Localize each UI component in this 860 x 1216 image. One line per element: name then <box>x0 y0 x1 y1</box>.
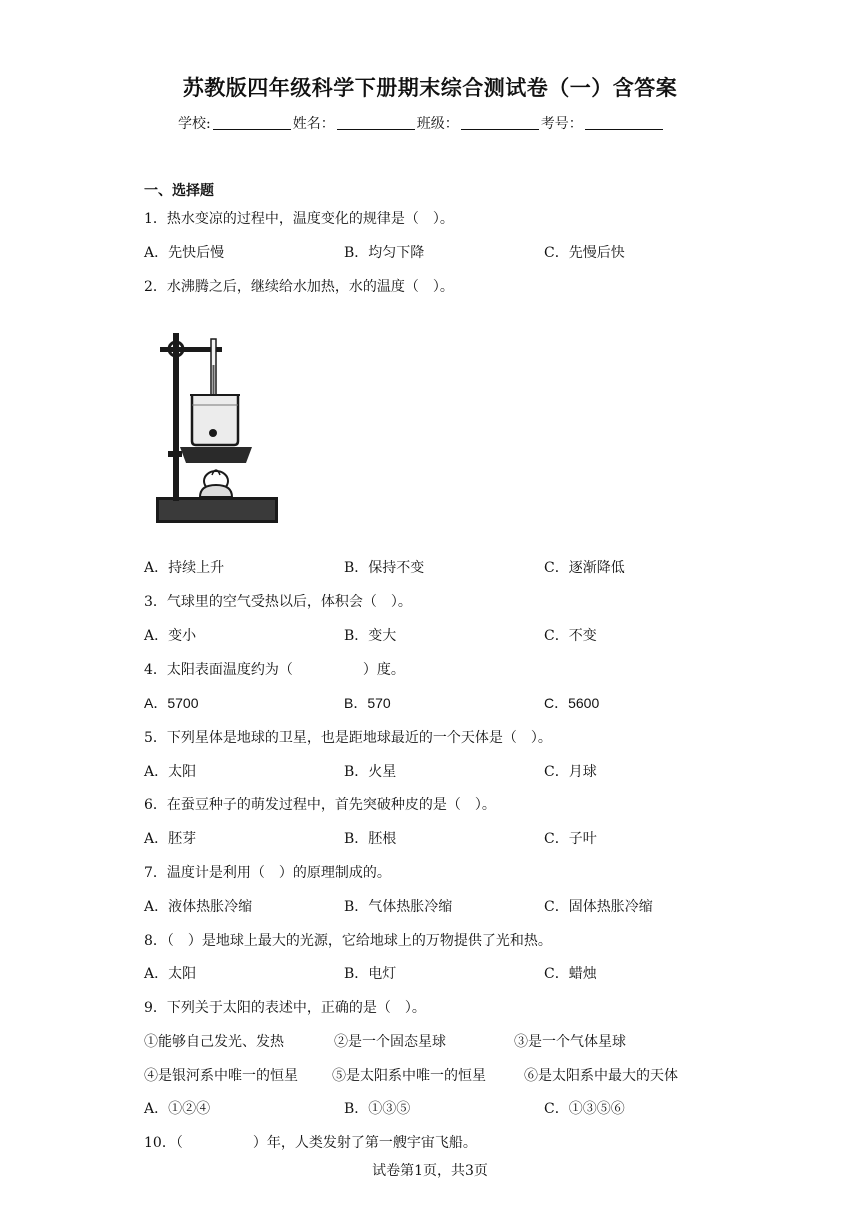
school-label: 学校: <box>178 116 211 132</box>
question-6-stem: 6．在蚕豆种子的萌发过程中，首先突破种皮的是（ ）。 <box>144 797 496 813</box>
question-9-option-c: C．①③⑤⑥ <box>544 1101 625 1117</box>
question-4-option-a: A．5700 <box>144 695 199 711</box>
boiling-water-apparatus-figure <box>150 325 285 530</box>
question-3-option-b: B．变大 <box>344 628 397 644</box>
name-label: 姓名： <box>292 116 335 132</box>
beaker <box>192 395 238 445</box>
question-2-option-b: B．保持不变 <box>344 560 425 576</box>
question-8-option-c: C．蜡烛 <box>544 966 597 982</box>
question-1-option-b: B．均匀下降 <box>344 245 425 261</box>
question-9-option-b: B．①③⑤ <box>344 1101 411 1117</box>
question-2-option-a: A．持续上升 <box>144 560 225 576</box>
question-8-option-b: B．电灯 <box>344 966 397 982</box>
q9-statement-2: ②是一个固态星球 <box>334 1034 446 1050</box>
class-blank <box>461 115 539 130</box>
question-6-option-c: C．子叶 <box>544 831 597 847</box>
question-8-stem: 8．（ ）是地球上最大的光源，它给地球上的万物提供了光和热。 <box>144 933 552 949</box>
school-blank <box>213 115 291 130</box>
section-title: 一、选择题 <box>144 183 214 199</box>
question-1-option-a: A．先快后慢 <box>144 245 225 261</box>
question-4-option-c: C．5600 <box>544 695 600 711</box>
question-7-option-a: A．液体热胀冷缩 <box>144 899 253 915</box>
question-9-stem: 9．下列关于太阳的表述中，正确的是（ ）。 <box>144 1000 426 1016</box>
name-blank <box>337 115 415 130</box>
wire-gauze <box>180 447 252 463</box>
q9-statement-3: ③是一个气体星球 <box>514 1034 626 1050</box>
question-9-option-a: A．①②④ <box>144 1101 211 1117</box>
exam-title: 苏教版四年级科学下册期末综合测试卷（一）含答案 <box>182 76 678 100</box>
question-3-option-a: A．变小 <box>144 628 197 644</box>
class-label: 班级： <box>416 116 459 132</box>
student-info-line <box>178 113 665 133</box>
q9-statement-6: ⑥是太阳系中最大的天体 <box>524 1068 678 1084</box>
question-2-stem: 2．水沸腾之后，继续给水加热，水的温度（ ）。 <box>144 279 454 295</box>
question-5-option-a: A．太阳 <box>144 764 197 780</box>
question-4-stem: 4．太阳表面温度约为（ ）度。 <box>144 662 405 678</box>
q9-statement-5: ⑤是太阳系中唯一的恒星 <box>332 1068 486 1084</box>
q9-statement-1: ①能够自己发光、发热 <box>144 1034 284 1050</box>
page-footer: 试卷第1页，共3页 <box>372 1163 488 1179</box>
question-5-stem: 5．下列星体是地球的卫星，也是距地球最近的一个天体是（ ）。 <box>144 730 552 746</box>
exam-no-blank <box>585 115 663 130</box>
question-1-option-c: C．先慢后快 <box>544 245 625 261</box>
question-2-option-c: C．逐渐降低 <box>544 560 625 576</box>
question-3-stem: 3．气球里的空气受热以后，体积会（ ）。 <box>144 594 412 610</box>
question-5-option-b: B．火星 <box>344 764 397 780</box>
question-7-option-c: C．固体热胀冷缩 <box>544 899 653 915</box>
q9-statement-4: ④是银河系中唯一的恒星 <box>144 1068 298 1084</box>
question-7-option-b: B．气体热胀冷缩 <box>344 899 453 915</box>
question-7-stem: 7．温度计是利用（ ）的原理制成的。 <box>144 865 391 881</box>
question-8-option-a: A．太阳 <box>144 966 197 982</box>
exam-no-label: 考号： <box>540 116 583 132</box>
question-6-option-a: A．胚芽 <box>144 831 197 847</box>
question-6-option-b: B．胚根 <box>344 831 397 847</box>
question-5-option-c: C．月球 <box>544 764 597 780</box>
stand-rod <box>173 333 179 501</box>
question-3-option-c: C．不变 <box>544 628 597 644</box>
question-1-stem: 1．热水变凉的过程中，温度变化的规律是（ ）。 <box>144 211 454 227</box>
question-10-stem: 10．（ ）年，人类发射了第一艘宇宙飞船。 <box>144 1135 477 1151</box>
question-4-option-b: B．570 <box>344 695 391 711</box>
